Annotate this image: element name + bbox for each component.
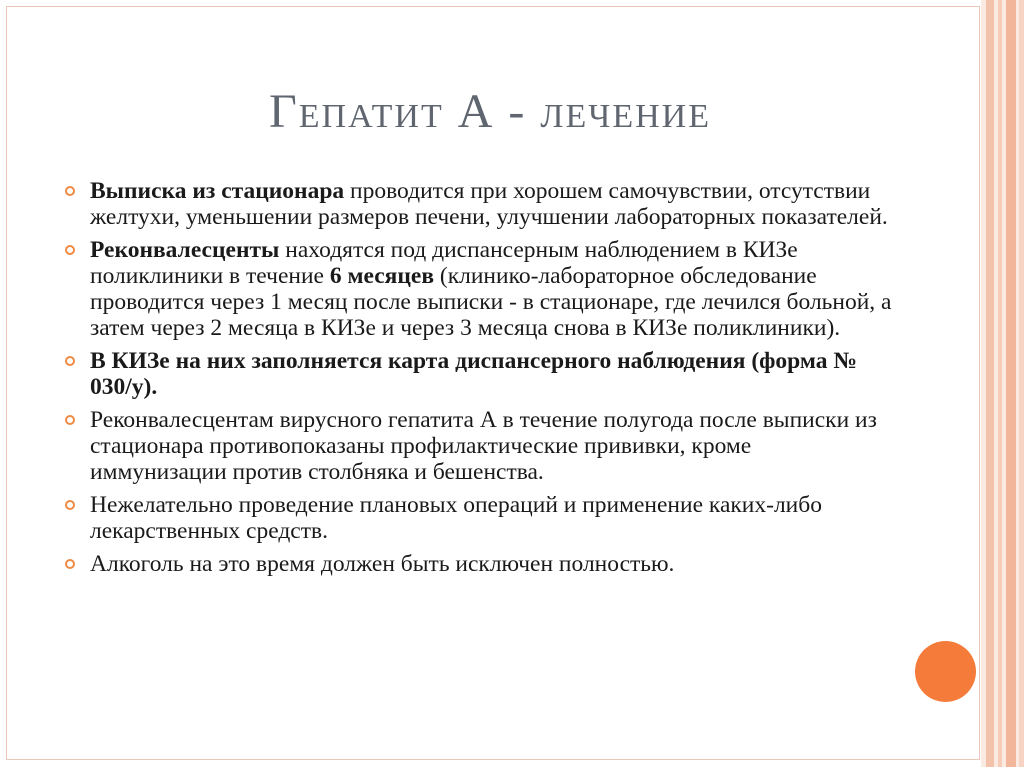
item-text: проводится при хорошем самочувствии, отсутствии желтухи, уменьшении размеров печени, улучшении лабораторных показателей. (90, 178, 888, 230)
bullet-icon (65, 186, 75, 196)
list-item (62, 407, 892, 485)
bullet-list (62, 178, 892, 584)
decor-stripe (1019, 0, 1024, 767)
list-item (62, 348, 892, 400)
decor-stripe (1006, 0, 1016, 767)
item-text: Реконвалесцентам вирусного гепатита А в течение полугода после выписки из стационара противопоказаны профилактические прививки, кроме иммунизации против столбняка и бешенства. (90, 407, 877, 485)
decor-stripe (986, 0, 994, 767)
list-item (62, 237, 892, 341)
list-item (62, 492, 892, 544)
item-bold-text: Выписка из стационара (90, 178, 345, 204)
list-item (62, 178, 892, 230)
item-text: (клинико-лабораторное обследование проводится через 1 месяц после выписки - в стационаре, где лечился больной, а затем через 2 месяца в КИЗе и через 3 месяца снова в КИЗе поликлиники). (90, 263, 892, 341)
bullet-icon (65, 500, 75, 510)
item-text: находятся под диспансерным наблюдением в КИЗе поликлиники в течение (90, 237, 798, 289)
bullet-icon (65, 415, 75, 425)
decor-circle (915, 641, 976, 702)
bullet-icon (65, 559, 75, 569)
bullet-icon (65, 356, 75, 366)
decor-stripe (998, 0, 1002, 767)
page-title: Гепатит А - лечение (269, 85, 711, 138)
bullet-icon (65, 245, 75, 255)
item-bold-text: В КИЗе на них заполняется карта диспансерного наблюдения (форма № 030/у). (90, 348, 857, 400)
item-text: Нежелательно проведение плановых операций и применение каких-либо лекарственных средств. (90, 492, 822, 544)
item-bold-text: 6 месяцев (329, 263, 435, 289)
item-text: Алкоголь на это время должен быть исключен полностью. (90, 551, 675, 577)
item-bold-text: Реконвалесценты (90, 237, 280, 263)
list-item (62, 551, 892, 577)
